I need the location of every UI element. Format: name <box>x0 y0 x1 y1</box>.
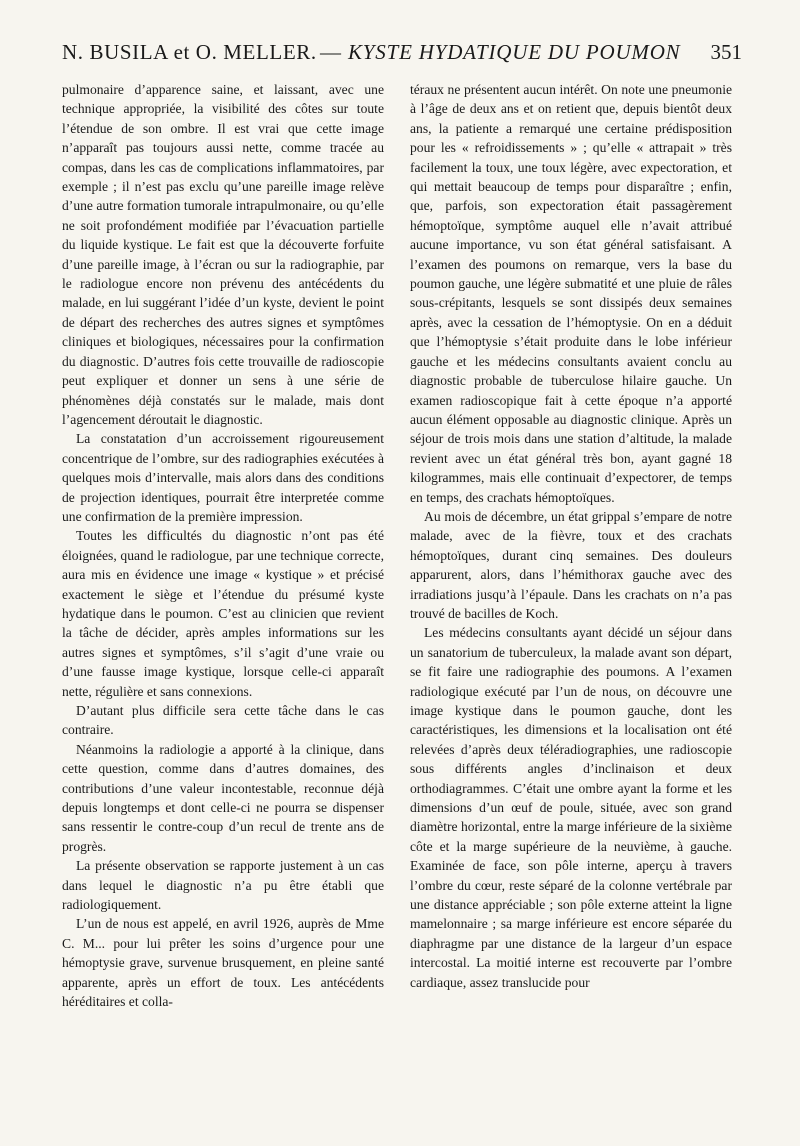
paragraph: La constatation d’un accroissement rigoureusement concentrique de l’ombre, sur des radiographies exécutées à quelques mois d’intervalle, mais alors dans des conditions de projection identiques, pourrait être interpretée comme une confirmation de la première impression. <box>62 431 384 524</box>
header-dash: — <box>320 40 341 64</box>
paragraph: Néanmoins la radiologie a apporté à la clinique, dans cette question, comme dans d’autres domaines, des contributions d’une valeur incontestable, reconnue déjà depuis longtemps et dont celle-ci ne pourra se dispenser sans ressentir le contre-coup d’un recul de trente ans de progrès. <box>62 741 384 854</box>
header-authors: N. BUSILA et O. MELLER. <box>62 40 317 64</box>
running-header <box>62 40 742 74</box>
page-number: 351 <box>710 40 742 64</box>
paragraph: D’autant plus difficile sera cette tâche dans le cas contraire. <box>62 703 384 738</box>
paragraph: pulmonaire d’apparence saine, et laissant, avec une technique appropriée, la visibilité des côtes sur toute l’étendue de son ombre. Il est vrai que cette image n’apparaît pas toujours aussi nette, comme tracée au compas, dans les cas de complications inflammatoires, par exemple ; il n’est pas exclu qu’une pareille image relève d’une autre formation tumorale intrapulmonaire, ou qu’elle ne soit profondément modifiée par l’évacuation partielle du liquide kystique. Le fait est que la découverte forfuite d’une pareille image, à l’écran ou sur la radiographie, par le radiologue encore non prévenu des antécédents du malade, en lui suggérant l’idée d’un kyste, devient le point de départ des recherches des autres signes et symptômes cliniques et biologiques, nécessaires pour la confirmation du diagnostic. D’autres fois cette trouvaille de radioscopie peut expliquer et donner un sens à une série de phénomènes déjà constatés sur le malade, mais dont l’agencement déroutait le diagnostic. <box>62 82 384 427</box>
header-article-title: KYSTE HYDATIQUE DU POUMON <box>348 40 681 64</box>
paragraph: L’un de nous est appelé, en avril 1926, auprès de Mme C. M... pour lui prêter les soins d’urgence pour une hémoptysie grave, survenue brusquement, en pleine santé apparente, après un effort de toux. Les antécédents héréditaires et colla- <box>62 916 384 1010</box>
paragraph: Toutes les difficultés du diagnostic n’ont pas été éloignées, quand le radiologue, par une technique correcte, aura mis en évidence une image « kystique » et précisé exactement le siège et l’étendue du présumé kyste hydatique dans le poumon. C’est au clinicien que revient la tâche de décider, après amples informations sur les autres signes et symptômes, s’il s’agit d’une vraie ou d’une fausse image kystique, lorsque celle-ci apparaît nette, régulière et sans connexions. <box>62 528 384 699</box>
right-column <box>410 80 732 992</box>
left-column <box>62 80 384 1012</box>
paragraph: téraux ne présentent aucun intérêt. On note une pneumonie à l’âge de deux ans et on retient que, depuis bientôt deux ans, la patiente a remarqué une certaine prédisposition pour les « refroidissements » ; qu’elle « attrapait » très facilement la toux, une toux légère, avec expectoration, et qui mettait beaucoup de temps pour disparaître ; enfin, que, parfois, son expectoration était passagèrement hémoptoïque, symptôme auquel elle n’avait attribué aucune importance, vu son état général satisfaisant. A l’examen des poumons on remarque, vers la base du poumon gauche, une légère submatité et une pluie de râles sous-crépitants, lesquels se sont dissipés deux semaines après, avec la cessation de l’hémoptysie. On en a déduit que l’hémoptysie s’était produite dans le lobe inférieur gauche et les médecins consultants avaient conclu au diagnostic probable de tuberculose hilaire gauche. Un examen radioscopique fait à cette époque n’a apporté aucun élément opposable au diagnostic clinique. Après un séjour de trois mois dans une station d’altitude, la malade revient avec un état général très bon, ayant gagné 18 kilogrammes, mais elle continuait d’expectorer, de temps en temps, des crachats hémoptoïques. <box>410 82 732 505</box>
paragraph: La présente observation se rapporte justement à un cas dans lequel le diagnostic n’a pu être établi que radiologiquement. <box>62 858 384 913</box>
paragraph: Les médecins consultants ayant décidé un séjour dans un sanatorium de tuberculeux, la malade avant son départ, se fit faire une radiographie des poumons. A l’examen radiologique exécuté par l’un de nous, on découvre une image kystique dans le poumon gauche, dont les caractéristiques, les dimensions et la localisation ont été relevées d’après deux téléradiographies, une radioscopie sous différents angles d’inclinaison et deux orthodiagrammes. C’était une ombre ayant la forme et les dimensions d’un œuf de poule, située, avec son grand diamètre horizontal, entre la marge inférieure de la sixième côte et la marge supérieure de la neuvième, à gauche. Examinée de face, son pôle interne, aperçu à travers l’ombre du cœur, reste séparé de la colonne vertébrale par une distance appréciable ; son pôle externe atteint la ligne mamelonnaire ; sa marge inférieure est encore séparée du diaphragme par une distance de la largeur d’un espace intercostal. La moitié interne est recouverte par l’ombre cardiaque, assez translucide pour <box>410 625 732 990</box>
paragraph: Au mois de décembre, un état grippal s’empare de notre malade, avec de la fièvre, toux et des crachats hémoptoïques, durant cinq semaines. Des douleurs apparurent, alors, dans l’hémithorax gauche avec des irradiations jusqu’à l’épaule. Dans les crachats on n’a pas trouvé de bacilles de Koch. <box>410 508 732 621</box>
